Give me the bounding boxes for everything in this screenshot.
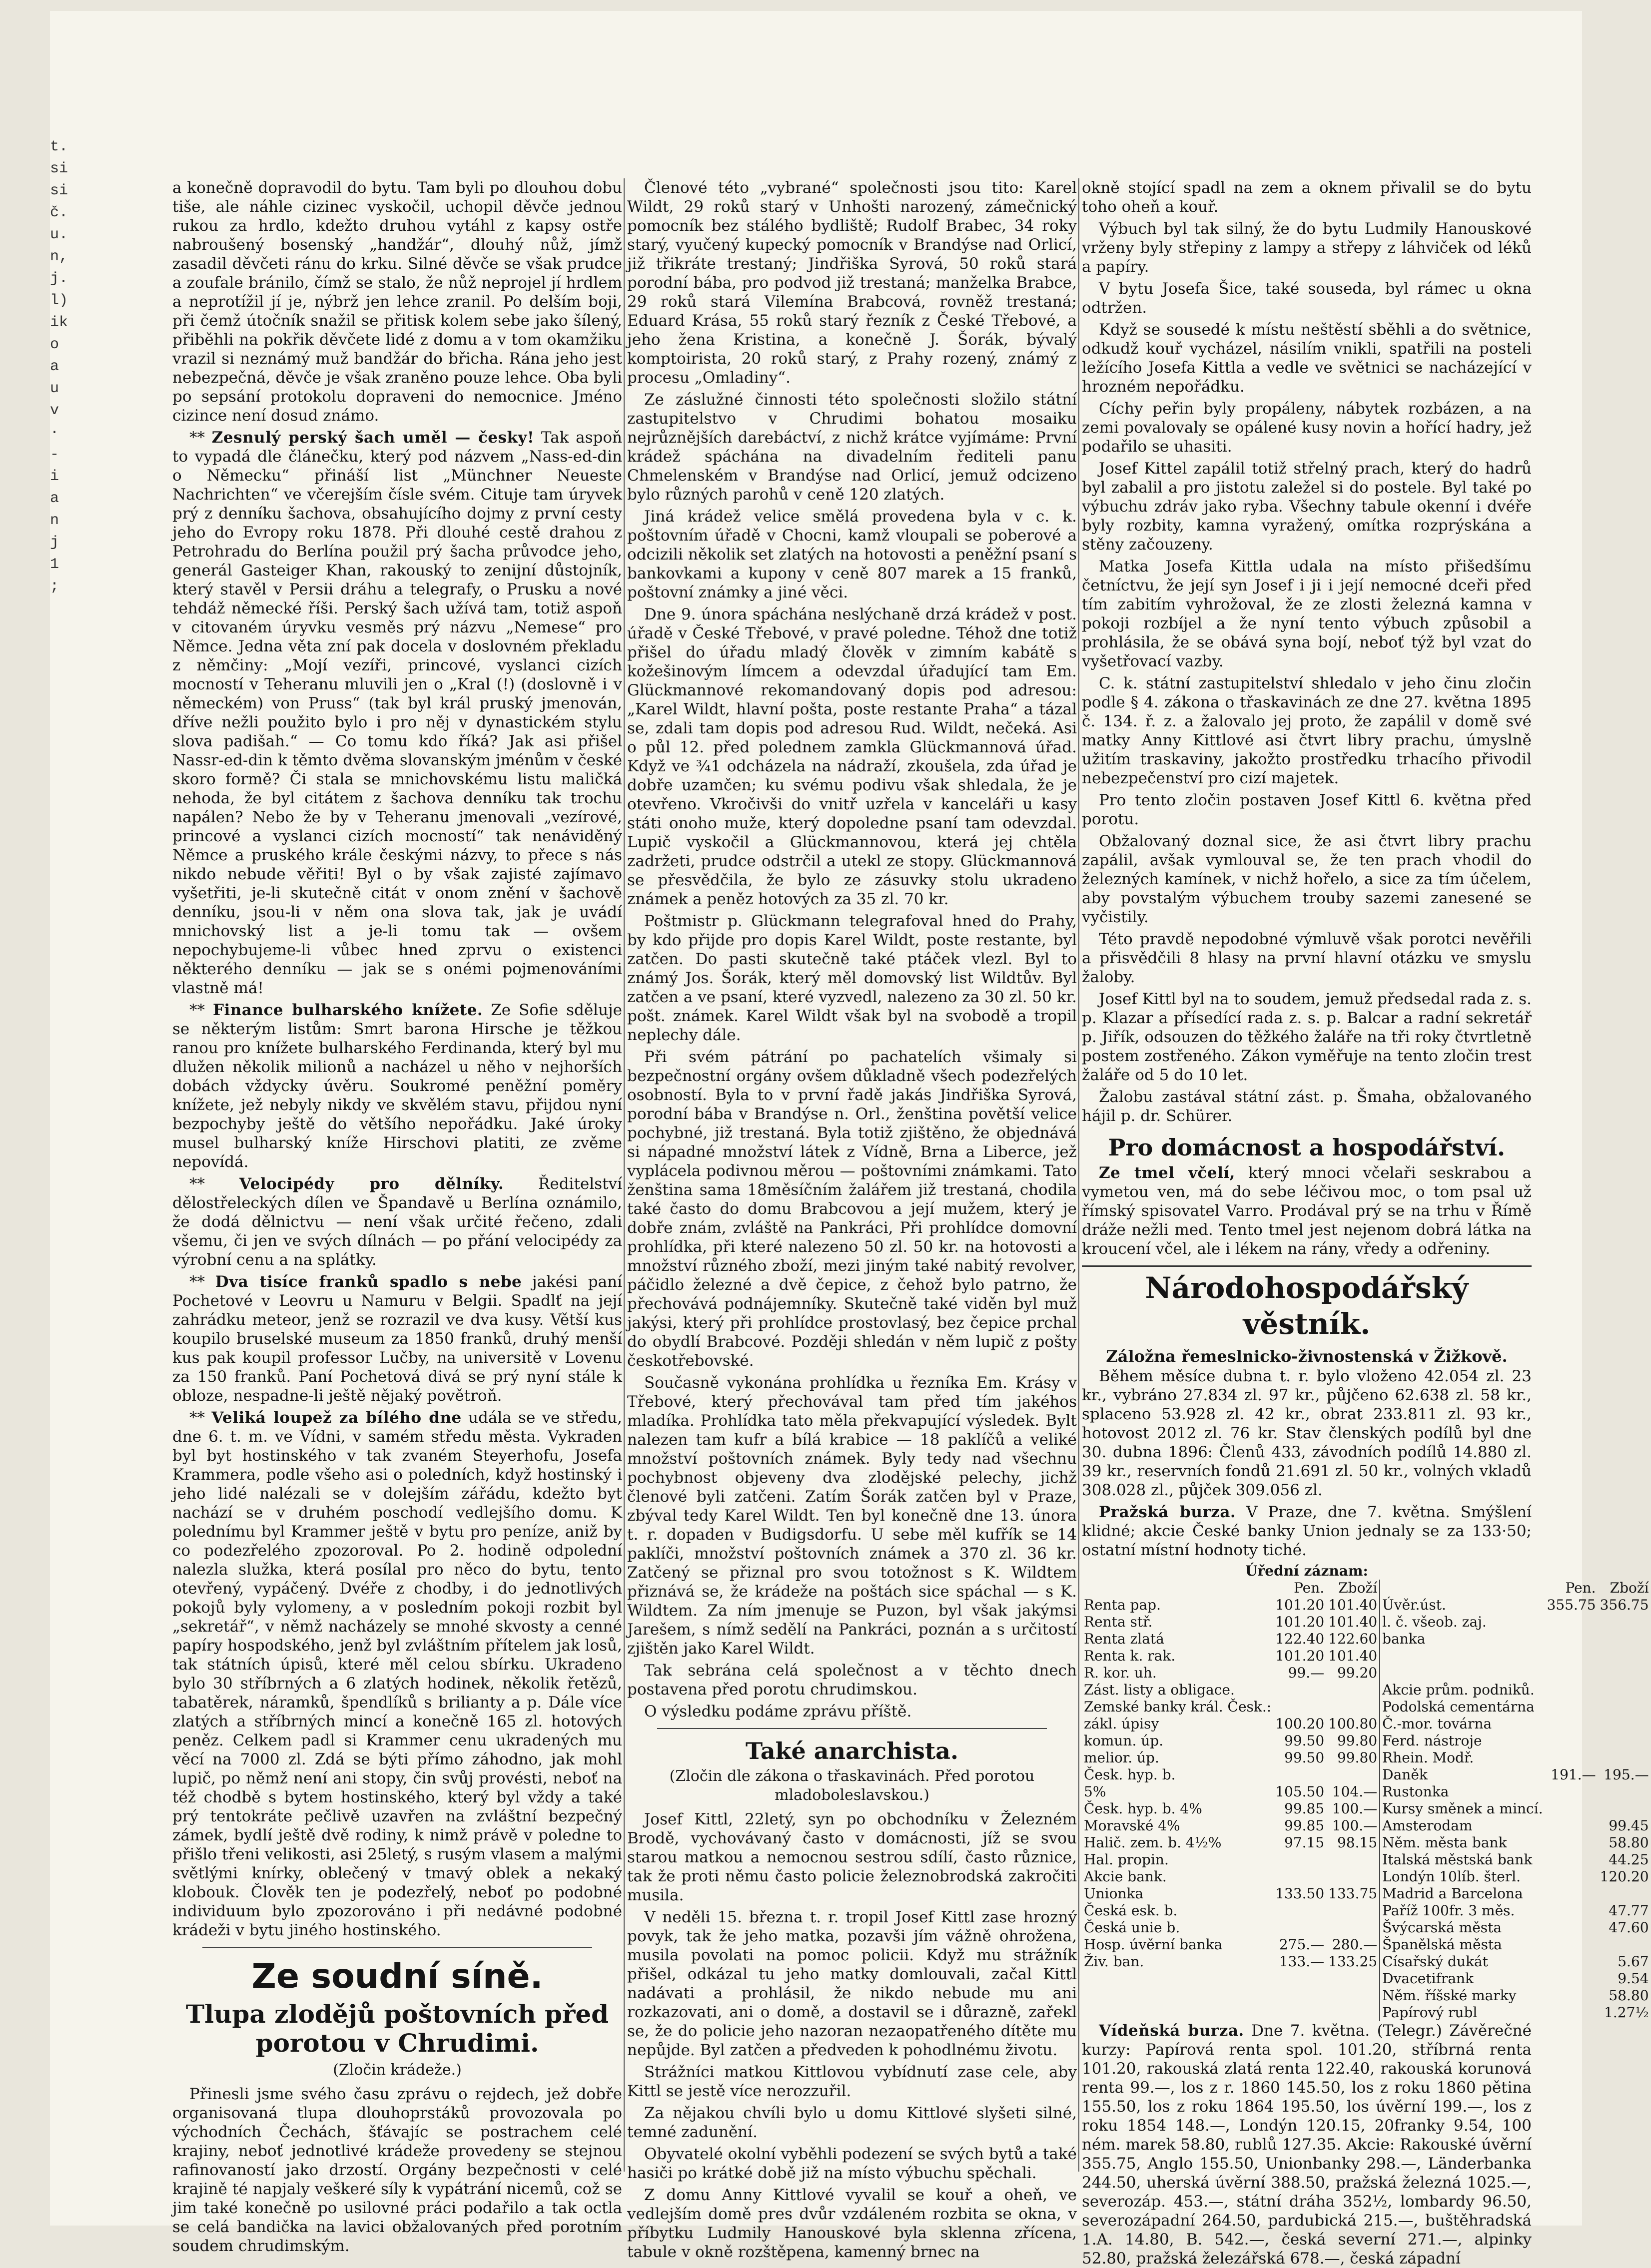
- table-cell: [1545, 1851, 1598, 1868]
- section-title-economy: Národohospodářský věstník.: [1082, 1265, 1532, 1342]
- table-cell: Renta k. rak.: [1084, 1648, 1176, 1664]
- table-cell: Londýn 10líb. šterl.: [1380, 1868, 1545, 1885]
- table-cell: 280.—: [1332, 1936, 1378, 1953]
- table-cell: 122.60: [1328, 1631, 1378, 1647]
- table-cell: Živ. ban.: [1084, 1953, 1144, 1970]
- table-row: [1082, 1597, 1651, 1614]
- table-cell: [1545, 1682, 1598, 1699]
- paragraph: Během měsíce dubna t. r. bylo vloženo 42.054 zl. 23 kr., vybráno 27.834 zl. 97 kr., půjčeno 62.638 zl. 58 kr., splaceno 53.928 zl. 42 kr., obrat 233.811 zl. 93 kr., hotovost 2012 zl. 76 kr. Stav členských podílů byl dne 30. dubna 1896: Členů 433, závodních podílů 14.880 zl. 39 kr., reservních fondů 21.691 zl. 50 kr., volných vkladů 308.028 zl., půjček 309.056 zl.: [1082, 1367, 1532, 1499]
- table-cell: Císařský dukát: [1380, 1953, 1545, 1970]
- news-lead: Pražská burza.: [1099, 1503, 1236, 1521]
- table-cell: [1326, 1902, 1380, 1919]
- news-text: jakési paní Pochetové v Leovru u Namuru v Belgii. Spadlť na její zahrádku meteor, jenž se rozrazil ve dva kusy. Větší kus koupilo bruselské museum za 1850 franků, druhý menší kus pak koupil professor Lučby, na universitě v Lovenu za 150 franků. Paní Pochetová divá se prý nyní stále k obloze, nespadne-li ještě nějaký povětroň.: [172, 1273, 622, 1405]
- table-cell: [1598, 1648, 1651, 1665]
- table-cell: [1545, 1631, 1598, 1648]
- table-cell: Č.-mor. továrna: [1380, 1715, 1545, 1732]
- table-cell: 99.80: [1337, 1749, 1378, 1766]
- table-cell: [1545, 1732, 1598, 1749]
- table-row: [1082, 1614, 1651, 1631]
- table-cell: [1380, 1648, 1545, 1665]
- table-cell: Rustonka: [1380, 1783, 1545, 1800]
- table-cell: R. kor. uh.: [1084, 1665, 1157, 1681]
- table-cell: Česk. hyp. b. 4%: [1084, 1800, 1202, 1817]
- table-cell: Renta zlatá: [1084, 1631, 1164, 1647]
- table-cell: 101.20: [1275, 1648, 1325, 1664]
- column-3: [1082, 178, 1649, 2268]
- table-cell: [1545, 1834, 1598, 1851]
- table-cell: [1598, 1715, 1651, 1732]
- table-row: [1082, 1834, 1651, 1851]
- table-cell: [1326, 1868, 1380, 1885]
- table-cell: Ferd. nástroje: [1380, 1732, 1545, 1749]
- paragraph: ** Zesnulý perský šach uměl — česky! Tak aspoň to vypadá dle článečku, který pod názvem „Nass-ed-din o Německu“ přináší list „Münchner Neueste Nachrichten“ ve včerejším čísle svém. Cituje tam úryvek prý z denníku šachova, obsahujícího dojmy z první cesty jeho do Evropy roku 1878. Při dlouhé cestě drahou z Petrohradu do Berlína použil prý šacha průvodce jeho, generál Gasteiger Khan, rakouský to zenijní důstojník, který stavěl v Persii dráhu a telegrafy, o Prusku a nové tehdáž německé říši. Perský šach užívá tam, totiž aspoň v citovaném úryvku vesměs prý názvu „Nemese“ pro Němce. Jedna věta zní pak docela v doslovném překladu z němčiny: „Mojí vezíři, princové, vyslanci cizích mocností v Teheranu mluvili jen o „Kral (!) (doslovně i v německém) von Pruss“ (tak byl král pruský jmenován, dříve nežli použito bylo i pro něj v dynastickém stylu slova padišah.“ — Co tomu kdo říká? Jak asi přišel Nassr-ed-din k těmto dvěma slovanským jménům v české skoro formě? Či stala se mnichovskému listu maličká nehoda, že byl citátem z šachova denníku tak trochu napálen? Nebo že by v Teheranu jmenovali „vezírové, princové a vyslanci cizích mocností“ tak nenáviděný Němce a pruského krále českými názvy, to přece s nás nikdo nebude věřiti! Byl o by však zajisté zajímavo vyšetřiti, je-li skutečně citát v onom znění v šachově denníku, jsou-li v něm ona slova tak, jak je uvádí mnichovský list a je-li tomu tak — ovšem nepochybujeme-li vůbec hned zprvu o existenci některého denníku — jak se s onémi pojmenováními vlastně má!: [172, 429, 622, 997]
- table-cell: [1598, 1885, 1651, 1902]
- table-cell: [1545, 1987, 1598, 2004]
- table-header-row: [1082, 1580, 1651, 1597]
- table-cell: Papírový rubl: [1380, 2004, 1545, 2021]
- table-cell: [1545, 1665, 1598, 1682]
- table-cell: [1326, 1987, 1380, 2004]
- market-table-title: Úřední záznam:: [1245, 1563, 1368, 1579]
- paragraph: ** Dva tisíce franků spadlo s nebe jakési paní Pochetové v Leovru u Namuru v Belgii. Spadlť na její zahrádku meteor, jenž se rozrazil ve dva kusy. Větší kus koupilo bruselské museum za 1850 franků, druhý menší kus pak koupil professor Lučby, na universitě v Lovenu za 150 franků. Paní Pochetová divá se prý nyní stále k obloze, nespadne-li ještě nějaký povětroň.: [172, 1273, 622, 1405]
- table-cell: 275.—: [1279, 1936, 1325, 1953]
- article-headline: Záložna řemeslnicko-živnostenská v Žižkově.: [1106, 1347, 1508, 1366]
- table-cell: Rhein. Modř.: [1380, 1749, 1545, 1766]
- table-cell: 104.—: [1332, 1783, 1378, 1800]
- table-cell: 99.80: [1337, 1732, 1378, 1749]
- table-cell: 100.80: [1328, 1715, 1378, 1732]
- table-cell: 100.20: [1275, 1715, 1325, 1732]
- table-cell: Španělská města: [1380, 1936, 1545, 1953]
- paragraph: Když se sousedé k místu neštěstí sběhli a do světnice, odkudž kouř vycházel, násilím vnikli, spatřili na posteli ležícího Josefa Kittla a vedle ve světnici se nacházející v hrozném nepořádku.: [1082, 321, 1532, 396]
- table-cell: [1326, 1970, 1380, 1987]
- table-cell: 101.20: [1275, 1614, 1325, 1630]
- bid-header: Pen.: [1294, 1580, 1325, 1596]
- table-row: [1082, 1682, 1651, 1699]
- paragraph: Členové této „vybrané“ společnosti jsou tito: Karel Wildt, 29 roků starý v Unhošti narozený, zámečnický pomocník bez stálého bydliště; Rudolf Brabec, 34 roky starý, vyučený kupecký pomocník v Brandýse nad Orlicí, již třikráte trestaný; Jindřiška Syrová, 50 roků stará porodní bába, pro podvod již trestaná; manželka Brabce, 29 roků stará Vilemína Brabcová, rovněž trestaná; Eduard Krása, 55 roků starý řezník z České Třebové, a jeho žena Kristina, a konečně J. Šorák, bývalý komptoirista, 20 roků starý, z Prahy rozený, známý z procesu „Omladiny“.: [627, 179, 1077, 387]
- table-row: [1082, 1953, 1651, 1970]
- table-cell: [1598, 1614, 1651, 1631]
- paragraph: [1082, 1503, 1532, 1560]
- table-cell: [1273, 1699, 1326, 1715]
- table-cell: [1273, 1987, 1326, 2004]
- ask-header: Zboží: [1338, 1580, 1378, 1596]
- table-row: [1082, 1817, 1651, 1834]
- paragraph: ** Veliká loupež za bílého dne udála se ve středu, dne 6. t. m. ve Vídni, v samém středu města. Vykraden byl byt hostinského v tak zvaném Steyerhofu, Josefa Krammera, podle všeho asi o poledních, když hostinský i jeho lidé nalézali se v dolejším zářádu, kdežto byt nachází se v druhém poschodí vedlejšího domu. K polednímu byl Krammer ještě v bytu pro peníze, aniž by co podezřelého zpozoroval. Po 2. hodině odpolední nalezla služka, která posílal pro něco do bytu, tento otevřený, vypáčený. Dvéře z chodby, i do jednotlivých pokojů byly vylomeny, a v posledním pokoji rozbit byl „sekretář“, v němž nacházely se mnohé skvosty a cenné papíry hospodského, jenž byl zvláštním přítelem jak losů, tak státních úpisů, které měl celou sbírku. Ukradeno bylo 30 stříbrných a 6 zlatých hodinek, několik řetězů, tabatěrek, náramků, špendlíků s brilianty a p. Dále více zlatých a stříbrných mincí a konečně 165 zl. hotových peněz. Celkem padl si Krammer cenu ukradených mu věcí na 7000 zl. Zdá se býti přímo záhodno, jak mohl lupič, po němž není ani stopy, čin svůj provésti, neboť na též chodbě s bytem hostinského, který byl vždy a také prý tentokráte pečlivě uzavřen na zvláštní bezpečný zámek, bydlí ještě dvě rodiny, k nimž právě v poledne to přišlo třeni velikosti, asi 25letý, s rusým vlasem a malými světlými knírky, oblečený v tmavý oblek a nekaký klobouk. Člověk ten je podezřelý, neboť po podobné individuum bylo zpozorováno i při nedávné podobné krádeži v bytu jiného hostinského.: [172, 1409, 623, 1939]
- table-cell: 100.—: [1332, 1817, 1378, 1834]
- table-cell: [1082, 2004, 1273, 2021]
- paragraph: Josef Kittl, 22letý, syn po obchodníku v Železném Brodě, vychovávaný často v domácnosti, jíž se svou starou matkou a nemocnou sestrou sdílí, často různice, tak že proti němu často policie železnobrodská zakročiti musila.: [627, 1810, 1077, 1904]
- paragraph: [1082, 1163, 1532, 1258]
- table-cell: [1273, 1766, 1326, 1783]
- table-cell: 99.85: [1284, 1817, 1325, 1834]
- paragraph: Pro tento zločin postaven Josef Kittl 6. května před porotu.: [1082, 791, 1532, 828]
- table-cell: [1326, 1699, 1380, 1715]
- table-cell: [1273, 1970, 1326, 1987]
- table-cell: 105.50: [1275, 1783, 1325, 1800]
- column-rule: [1078, 178, 1079, 2172]
- paragraph: Obyvatelé okolní vyběhli podezení se svých bytů a také hasiči po krátké době již na místo výbuchu spěchali.: [627, 2145, 1077, 2182]
- table-cell: [1273, 1902, 1326, 1919]
- paragraph: Obžalovaný doznal sice, že asi čtvrt libry prachu zapálil, avšak vymlouval se, že ten prach vhodil do železných kamínek, v nichž hořelo, a sice za tím účelem, aby povstalým výbuchem trouby sazemi zanesené se vyčistily.: [1082, 832, 1532, 926]
- paragraph: [1082, 2021, 1532, 2268]
- table-cell: 191.—: [1551, 1766, 1596, 1783]
- table-row: [1082, 1665, 1651, 1682]
- table-cell: Dvacetifrank: [1380, 1970, 1545, 1987]
- paragraph: Dne 9. února spáchána neslýchaně drzá krádež v post. úřadě v České Třebové, v pravé poledne. Téhož dne totiž přišel do úřadu mladý člověk v zimním kabátě s kožešinovým límcem a odevzdal úřadující tam Em. Glückmannové rekomandovaný dopis pod adresou: „Karel Wildt, hlavní pošta, poste restante Praha“ a tázal se, zdali tam dopis pod adresou Rud. Wildt, nečeká. Asi o půl 12. před polednem zamkla Glückmannová úřad. Když ve ¾1 odcházela na nádraží, zkoušela, zda úřad je dobře uzamčen; ku svému podivu však shledala, že je otevřeno. Vkročivši do vnitř uzřela v kanceláři u kasy státi onoho muže, který dopoledne psaní tam odevzdal. Lupič vyskočil a Glückmannovou, která jej chtěla zadržeti, prudce odstrčil a utekl ze stopy. Glückmannová se přesvědčila, že bylo ze zásuvky stolu ukradeno známek a peněz hotových za 35 zl. 70 kr.: [627, 605, 1077, 908]
- table-cell: [1598, 1749, 1651, 1766]
- table-cell: [1326, 1851, 1380, 1868]
- table-row: [1082, 2004, 1651, 2021]
- table-cell: Podolská cementárna: [1380, 1699, 1545, 1715]
- table-cell: [1545, 1800, 1598, 1817]
- table-cell: 44.25: [1609, 1851, 1649, 1868]
- table-row: [1082, 1648, 1651, 1665]
- table-row: [1082, 1936, 1651, 1953]
- table-cell: 195.—: [1604, 1766, 1649, 1783]
- table-cell: 98.15: [1337, 1834, 1378, 1851]
- article-subheadline: (Zločin krádeže.): [333, 2061, 462, 2079]
- news-lead: Zesnulý perský šach uměl — česky!: [211, 429, 535, 447]
- table-cell: zákl. úpisy: [1084, 1715, 1159, 1732]
- article-headline: Také anarchista.: [746, 1737, 958, 1764]
- table-cell: [1545, 2004, 1598, 2021]
- article-headline: Tlupa zlodějů poštovních před porotou v Chrudimi.: [185, 1999, 609, 2058]
- table-cell: Renta stř.: [1084, 1614, 1153, 1630]
- table-cell: [1380, 1665, 1545, 1682]
- table-row: [1082, 1749, 1651, 1766]
- table-row: [1082, 1732, 1651, 1749]
- table-cell: 356.75: [1600, 1597, 1649, 1613]
- table-cell: 99.50: [1284, 1749, 1325, 1766]
- table-cell: 99.20: [1337, 1665, 1378, 1681]
- table-cell: 58.80: [1609, 1834, 1649, 1851]
- section-title-court: Ze soudní síně.: [251, 1957, 543, 1996]
- table-cell: [1598, 1800, 1651, 1817]
- table-cell: [1326, 1682, 1380, 1699]
- table-cell: Hosp. úvěrní banka: [1084, 1936, 1223, 1953]
- paragraph: V neděli 15. března t. r. tropil Josef Kittl zase hrozný povyk, tak že jeho matka, pozavši jím vážně ohrožena, musila povolati na pomoc policii. Když mu strážník přišel, odkázal tu jeho matky domlouvali, začal Kittl nadávati a prohlásil, že nikdo nebude mu ani rozkazovati, ani o domě, a dostavil se i důrazně, zařekl se, že do policie jeho nazoran nezaopatřeného dítěte mu nepůjde. Byl zatčen a předveden k pohodlnému životu.: [627, 1908, 1077, 2059]
- paragraph: Josef Kittel zapálil totiž střelný prach, který do hadrů byl zabalil a pro jistotu zaležel si do postele. Byl také po výbuchu zdráv jako ryba. Všechny tabule okenní i dvéře byly rozbity, kamna vyražený, omítka rozprýskána a stěny začouzeny.: [1082, 460, 1532, 554]
- table-cell: 99.85: [1284, 1800, 1325, 1817]
- table-cell: Něm. říšské marky: [1380, 1987, 1545, 2004]
- news-text: Dne 7. května. (Telegr.) Závěrečné kurzy: Papírová renta spol. 101.20, stříbrná renta 101.20, rakouská zlatá renta 122.40, rakouská korunová renta 99.—, los z r. 1860 145.50, los z roku 1860 pětina 155.50, los z roku 1864 195.50, los úvěrní 199.—, los z roku 1854 148.—, Londýn 120.15, 20franky 9.54, 100 ném. marek 58.80, rublů 127.35. Akcie: Rakouské úvěrní 355.75, Anglo 155.50, Unionbanky 298.—, Länderbanka 244.50, uherská úvěrní 388.50, pražská železná 1025.—, severozáp. 453.—, státní dráha 352½, lombardy 96.50, severozápadní 264.50, pardubická 215.—, buštěhradská 1.A. 14.80, B. 542.—, česká severní 271.—, alpinky 52.80, pražská železářská 678.—, česká západní: [1082, 2022, 1532, 2268]
- news-lead: Velocipédy pro dělníky.: [239, 1175, 504, 1193]
- table-cell: [1598, 1936, 1651, 1953]
- table-cell: 101.40: [1328, 1614, 1378, 1630]
- paragraph: okně stojící spadl na zem a oknem přivalil se do bytu toho oheň a kouř.: [1082, 179, 1532, 216]
- table-cell: [1545, 1953, 1598, 1970]
- news-text: Ředitelství dělostřeleckých dílen ve Špandavě u Berlína oznámilo, že dodá dělnictvu — není však určité řečeno, zdali všemu, či jen ve svých dílnách — po přání velocipédy za výrobní cenu a na splátky.: [172, 1175, 622, 1269]
- table-cell: komun. úp.: [1084, 1732, 1164, 1749]
- table-cell: [1545, 1648, 1598, 1665]
- table-cell: Akcie bank.: [1084, 1868, 1167, 1885]
- table-row: [1082, 1631, 1651, 1648]
- paragraph: Z domu Anny Kittlové vyvalil se kouř a oheň, ve vedlejším domě pres dvůr vzdáleném rozbita se okna, v příbytku Ludmily Hanouskové byla sklenna zřícena, tabule v okně rozštěpena, kamenný brnec na: [627, 2186, 1077, 2261]
- paragraph: Cíchy peřin byly propáleny, nábytek rozbázen, a na zemi povalovaly se opálené kusy novin a hořící hadry, jež podařilo se uhasiti.: [1082, 400, 1532, 456]
- table-cell: Úvěr.úst.: [1380, 1597, 1545, 1614]
- table-cell: [1545, 1970, 1598, 1987]
- table-cell: [1545, 1715, 1598, 1732]
- table-cell: 101.20: [1275, 1597, 1325, 1613]
- table-cell: [1598, 1783, 1651, 1800]
- table-row: [1082, 1766, 1651, 1783]
- table-cell: Amsterodam: [1380, 1817, 1545, 1834]
- table-cell: 47.60: [1609, 1919, 1649, 1936]
- news-lead: Vídeňská burza.: [1099, 2022, 1244, 2040]
- bid-header: Pen.: [1565, 1580, 1596, 1596]
- market-table: [1082, 1563, 1649, 2021]
- table-cell: [1598, 1682, 1651, 1699]
- table-cell: 100.—: [1332, 1800, 1378, 1817]
- table-cell: [1598, 1665, 1651, 1682]
- paragraph: V bytu Josefa Šice, také souseda, byl rámec u okna odtržen.: [1082, 280, 1532, 317]
- table-row: [1082, 1699, 1651, 1715]
- paragraph: ** Velocipédy pro dělníky. Ředitelství dělostřeleckých dílen ve Špandavě u Berlína oznámilo, že dodá dělnictvu — není však určité řečeno, zdali všemu, či jen ve svých dílnách — po přání velocipédy za výrobní cenu a na splátky.: [172, 1175, 622, 1269]
- paragraph: C. k. státní zastupitelství shledalo v jeho činu zločin podle § 4. zákona o třaskavinách ze dne 27. května 1895 č. 134. ř. z. a žalovalo jej proto, že zapálil v domě své matky Anny Kittlové asi čtvrt libry prachu, úmyslně užitím traskaviny, jakožto prostředku trhacího přivodil nebezpečenství pro cizí majetek.: [1082, 674, 1532, 787]
- table-cell: banka: [1380, 1631, 1545, 1648]
- table-cell: [1598, 1631, 1651, 1648]
- table-cell: Unionka: [1084, 1885, 1144, 1902]
- table-cell: 1.27½: [1604, 2004, 1649, 2021]
- table-cell: [1082, 1987, 1273, 2004]
- news-lead: Dva tisíce franků spadlo s nebe: [215, 1273, 522, 1291]
- table-cell: Česká unie b.: [1084, 1919, 1180, 1936]
- paragraph: Jiná krádež velice smělá provedena byla v c. k. poštovním úřadě v Chocni, kamž vloupali se poberové a odcizili několik set zlatých na hotovosti a peněžní psaní s bankovkami a kupony v ceně 807 marek a 15 franků, poštovní známky a jiné věci.: [627, 508, 1077, 601]
- paragraph: Žalobu zastával státní zást. p. Šmaha, obžalovaného hájil p. dr. Schürer.: [1082, 1088, 1532, 1125]
- column-rule: [624, 178, 625, 2172]
- table-cell: Madrid a Barcelona: [1380, 1885, 1545, 1902]
- article-subheadline: (Zločin dle zákona o třaskavinách. Před porotou mladoboleslavskou.): [669, 1767, 1035, 1804]
- table-cell: [1326, 1766, 1380, 1783]
- table-cell: 101.40: [1328, 1648, 1378, 1664]
- table-cell: 133.25: [1328, 1953, 1378, 1970]
- table-cell: [1273, 1682, 1326, 1699]
- table-cell: 99.45: [1609, 1817, 1649, 1834]
- table-cell: [1545, 1699, 1598, 1715]
- table-cell: Paříž 100fr. 3 měs.: [1380, 1902, 1545, 1919]
- table-cell: [1326, 2004, 1380, 2021]
- table-row: [1082, 1868, 1651, 1885]
- table-row: [1082, 1970, 1651, 1987]
- table-cell: 133.75: [1328, 1885, 1378, 1902]
- news-lead: Ze tmel včelí,: [1099, 1164, 1235, 1182]
- table-cell: Halič. zem. b. 4½%: [1084, 1834, 1222, 1851]
- table-cell: [1082, 1970, 1273, 1987]
- paragraph: ** Finance bulharského knížete. Ze Sofie sděluje se některým listům: Smrt barona Hirsche je těžkou ranou pro knížete bulharského Ferdinanda, který byl mu dlužen několik milionů a nacházel u něho v nejhorších dobách vždycky úvěru. Soukromé peněžní poměry knížete, jež nebyly nikdy ve skvělém stavu, přijdou nyní bezpochyby ještě do většího nepořádku. Jaké úroky musel bulharský kníže Hirschovi platiti, ze zvěme nepovídá.: [172, 1001, 623, 1171]
- table-cell: Italská městská bank: [1380, 1851, 1545, 1868]
- table-cell: [1545, 1936, 1598, 1953]
- table-cell: [1545, 1902, 1598, 1919]
- table-cell: Česká esk. b.: [1084, 1902, 1178, 1919]
- table-row: [1082, 1885, 1651, 1902]
- newspaper-page: [50, 11, 1649, 2268]
- paragraph: Za nějakou chvíli bylo u domu Kittlové slyšeti silné, temné zadunění.: [627, 2104, 1077, 2141]
- news-text: Tak aspoň to vypadá dle článečku, který pod názvem „Nass-ed-din o Německu“ přináší list „Münchner Neueste Nachrichten“ ve včerejším čísle svém. Cituje tam úryvek prý z denníku šachova, obsahujícího dojmy z první cesty jeho do Evropy roku 1878. Při dlouhé cestě drahou z Petrohradu do Berlína použil prý šacha průvodce jeho, generál Gasteiger Khan, rakouský to zenijní důstojník, který stavěl v Persii dráhu a telegrafy, o Prusku a nové tehdáž německé říši. Perský šach užívá tam, totiž aspoň v citovaném úryvku vesměs prý názvu „Nemese“ pro Němce. Jedna věta zní pak docela v doslovném překladu z němčiny: „Mojí vezíři, princové, vyslanci cizích mocností v Teheranu mluvili jen o „Kral (!) (doslovně i v německém) von Pruss“ (tak byl král pruský jmenován, dříve nežli použito bylo i pro něj v dynastickém stylu slova padišah.“ — Co tomu kdo říká? Jak asi přišel Nassr-ed-din k těmto dvěma slovanským jménům v české skoro formě? Či stala se mnichovskému listu maličká nehoda, že byl citátem z šachova denníku tak trochu napálen? Nebo že by v Teheranu jmenovali „vezírové, princové a vyslanci cizích mocností“ tak nenáviděný Němce a pruského krále českými názvy, to přece s nás nikdo nebude věřiti! Byl o by však zajisté zajímavo vyšetřiti, je-li skutečně citát v onom znění v šachově denníku, jsou-li v něm ona slova tak, jak je uvádí mnichovský list a je-li tomu tak — ovšem nepochybujeme-li vůbec hned zprvu o existenci některého denníku — jak se s onémi pojmenováními vlastně má!: [172, 429, 622, 997]
- table-cell: 133.50: [1275, 1885, 1325, 1902]
- news-text: V Praze, dne 7. května. Smýšlení klidné; akcie České banky Union jednaly se za 133·50; ostatní místní hodnoty tiché.: [1082, 1503, 1532, 1559]
- table-cell: [1545, 1783, 1598, 1800]
- table-cell: 122.40: [1275, 1631, 1325, 1647]
- table-cell: 5%: [1084, 1783, 1106, 1800]
- table-cell: 9.54: [1618, 1970, 1649, 1987]
- table-cell: Akcie prům. podniků.: [1380, 1682, 1545, 1699]
- section-divider: [202, 1947, 592, 1948]
- table-cell: [1545, 1868, 1598, 1885]
- table-row: [1082, 1800, 1651, 1817]
- table-cell: Česk. hyp. b.: [1084, 1766, 1176, 1783]
- table-row: [1082, 1715, 1651, 1732]
- table-cell: [1545, 1885, 1598, 1902]
- table-cell: [1545, 1614, 1598, 1631]
- table-cell: Zást. listy a obligace.: [1084, 1682, 1235, 1698]
- table-cell: 5.67: [1618, 1953, 1649, 1970]
- table-cell: [1545, 1919, 1598, 1936]
- table-cell: 47.77: [1609, 1902, 1649, 1919]
- table-cell: Kursy směnek a mincí.: [1380, 1800, 1545, 1817]
- left-margin-fragments: t. si si č. u. n, j. l) ik o a u v · - i a n j 1 ;: [50, 138, 68, 595]
- table-cell: Zemské banky král. Česk.:: [1084, 1699, 1272, 1715]
- paragraph: Této pravdě nepodobné výmluvě však porotci nevěřili a přisvědčili 8 hlasy na první hlavní otázku ve smyslu žaloby.: [1082, 930, 1532, 986]
- table-cell: [1273, 2004, 1326, 2021]
- paragraph: Strážníci matkou Kittlovou vybídnutí zase cele, aby Kittl se jestě více nerozzuřil.: [627, 2063, 1077, 2100]
- news-lead: Veliká loupež za bílého dne: [211, 1409, 462, 1427]
- table-row: [1082, 1851, 1651, 1868]
- paragraph: Ze záslužné činnosti této společnosti složilo státní zastupitelstvo v Chrudimi bohatou mosaiku nejrůznějších darebáctví, z nichž krátce vyjímáme: První krádež spáchána na divadelním řediteli panu Chmelenském v Brandýse nad Orlicí, jemuž odcizeno bylo různých parohů v ceně 120 zlatých.: [627, 391, 1077, 504]
- paragraph: a konečně dopravodil do bytu. Tam byli po dlouhou dobu tiše, ale náhle cizinec vyskočil, uchopil děvče jednou rukou za hrdlo, kdežto druhou vytáhl z kapsy ostře nabroušený bosenský „handžár“, dlouhý nůž, jímž zasadil děvčeti ránu do krku. Silné děvče se však prudce a zoufale bránilo, čímž se stalo, že nůž neprojel jí hrdlem a neprotížil jí je, nýbrž jen lehce zranil. Po delším boji, při čemž útočník snažil se přitisk kolem sebe jako šílený, přiběhli na pokřik děvčete lidé z domu a v tom okamžiku vrazil si neznámý muž bandžár do břicha. Rána jeho jest nebezpečná, děvče je však zraněno pouze lehce. Oba byli po sepsání protokolu dopraveni do nemocnice. Jméno cizince není dosud známo.: [172, 179, 623, 425]
- news-lead: Finance bulharského knížete.: [213, 1001, 483, 1019]
- table-cell: Moravské 4%: [1084, 1817, 1180, 1834]
- paragraph: Současně vykonána prohlídka u řezníka Em. Krásy v Třebové, který přechovával tam před tím jakéhos mladíka. Prohlídka tato měla překvapující výsledek. Bylt nalezen tam kufr a bílá krabice — 18 paklíčů a veliké množství poštovních známek. Byly tedy nad všechnu pochybnost objeveny dva zlodějské pelechy, jichž členové byli zatčeni. Zatím Šorák zatčen byl v Praze, zbýval tedy Karel Wildt. Ten byl konečně dne 13. února t. r. dopaden v Budigsdorfu. U sebe měl kufřík se 14 paklíči, množství poštovních známek a 370 zl. 36 kr. Zatčený se přiznal pro svou totožnost s K. Wildtem přiznává se, že krádeže na poštách sice spáchal — s K. Wildtem. Za ním jmenuje se Puzon, byl však jakýmsi Jarešem, s nímž sedělí na Pankráci, poznán a s určitostí zjištěn jako Karel Wildt.: [627, 1374, 1077, 1658]
- table-row: [1082, 1987, 1651, 2004]
- table-cell: [1545, 1749, 1598, 1766]
- paragraph: Josef Kittl byl na to soudem, jemuž předsedal rada z. s. p. Klazar a přísedící rada z. s. p. Balcar a radní sekretář p. Jiřík, odsouzen do těžkého žaláře na tři roky čtvrtletně postem zostřeného. Zákon vyměřuje na tento zločin trest žaláře od 5 do 10 let.: [1082, 990, 1532, 1084]
- news-text: Ze Sofie sděluje se některým listům: Smrt barona Hirsche je těžkou ranou pro knížete bulharského Ferdinanda, který byl mu dlužen několik milionů a nacházel u něho v nejhorších dobách vždycky úvěru. Soukromé peněžní poměry knížete, jež nebyly nikdy ve skvělém stavu, přijdou nyní bezpochyby ještě do většího nepořádku. Jaké úroky musel bulharský kníže Hirschovi platiti, ze zvěme nepovídá.: [172, 1001, 623, 1171]
- table-cell: 99.50: [1284, 1732, 1325, 1749]
- table-cell: 120.20: [1600, 1868, 1649, 1885]
- paragraph: Matka Josefa Kittla udala na místo přišedšímu četníctvu, že její syn Josef i ji i její nemocné dceři před tím zabitím vyhrožoval, že ze zlosti železná kamna v pokoji rozbíjel a že nyní tento výbuch způsobil a prohlásila, že se obává syna bojí, neboť týž byl vzat do vyšetřovací vazby.: [1082, 558, 1532, 670]
- table-cell: melior. úp.: [1084, 1749, 1159, 1766]
- table-cell: Švýcarská města: [1380, 1919, 1545, 1936]
- table-cell: [1545, 1817, 1598, 1834]
- table-cell: Daněk: [1380, 1766, 1545, 1783]
- column-1: [172, 178, 623, 2255]
- table-cell: 97.15: [1284, 1834, 1325, 1851]
- news-text: který mnoci včelaři seskrabou a vymetou ven, má do sebe léčivou moc, o tom psal už římský spisovatel Varro. Prodával prý se na trhu v Římě dráže nežli med. Tento tmel jest nejenom dobrá látka na kroucení včel, ale i lékem na rány, vředy a odřeniny.: [1082, 1164, 1532, 1258]
- table-cell: Hal. propin.: [1084, 1851, 1169, 1868]
- paragraph: O výsledku podáme zprávu příště.: [644, 1702, 912, 1720]
- section-divider: [657, 1728, 1047, 1729]
- table-cell: [1273, 1919, 1326, 1936]
- table-cell: 99.—: [1288, 1665, 1325, 1681]
- table-cell: [1598, 1699, 1651, 1715]
- column-2: [627, 178, 1077, 2261]
- table-cell: Renta pap.: [1084, 1597, 1161, 1613]
- table-cell: [1273, 1851, 1326, 1868]
- table-row: [1082, 1902, 1651, 1919]
- table-cell: [1326, 1919, 1380, 1936]
- table-row: [1082, 1919, 1651, 1936]
- paragraph: Při svém pátrání po pachatelích všimaly si bezpečnostní orgány ovšem důkladně všech podezřelých osobností. Byla to v první řadě jakás Jindřiška Syrová, porodní bába v Brandýse n. Orl., ženština povětší velice pochybné, již trestaná. Byla totiž zjištěno, že objednává si nápadné množství látek z Vídně, Brna a Liberce, jež vyplácela podivnou měrou — poštovními známkami. Tato ženština sama 18měsíčním žalářem již trestaná, chodila také často do domu Brabcovou a její mužem, který je dobře znám, zvláště na Pankráci, Při prohlídce domovní prohlídka, při které nalezeno 50 zl. 50 kr. na hotovosti a množství různého zboží, mezi jiným také nabitý revolver, páčidlo železné a dvě čepice, z čehož bylo patrno, že přechovává podnájemníky. Skutečně také viděn byl muž jakýsi, který při prohlídce prostovlasý, bez čepice prchal do obydlí Brabcové. Později shledán v něm lupič z pošty českotřebovské.: [627, 1048, 1077, 1370]
- table-cell: [1598, 1732, 1651, 1749]
- table-cell: 133.—: [1279, 1953, 1325, 1970]
- paragraph: Přinesli jsme svého času zprávu o rejdech, jež dobře organisovaná tlupa dlouhoprstáků provozovala po východních Čechách, šťávajíc se postrachem celé krajiny, neboť jednotlivé krádeže provedeny se stejnou rafinovaností jako drzostí. Orgány bezpečnosti v celé krajině té napjaly veškeré síly k vypátrání nicemů, což se jim také konečně po usilovné práci podařilo a tak octla se celá bandička na lavici obžalovaných před porotním soudem chrudimským.: [172, 2085, 622, 2255]
- ask-header: Zboží: [1610, 1580, 1649, 1596]
- table-row: [1082, 1783, 1651, 1800]
- section-title-home: Pro domácnost a hospodářství.: [1108, 1134, 1506, 1161]
- table-cell: [1273, 1868, 1326, 1885]
- table-cell: l. č. všeob. zaj.: [1380, 1614, 1545, 1631]
- table-cell: Něm. města bank: [1380, 1834, 1545, 1851]
- paragraph: Poštmistr p. Glückmann telegrafoval hned do Prahy, by kdo přijde pro dopis Karel Wildt, poste restante, byl zatčen. Do pasti skutečně také ptáček vlezl. Byl to známý Jos. Šorák, který měl domovský list Wildtův. Byl zatčen a ve psaní, které vyzvedl, nalezeno za 30 zl. 50 kr. pošt. známek. Karel Wildt však byl na svobodě a tropil neplechy dále.: [627, 912, 1077, 1044]
- table-cell: 58.80: [1609, 1987, 1649, 2004]
- table-cell: 355.75: [1547, 1597, 1596, 1613]
- table-cell: 101.40: [1328, 1597, 1378, 1613]
- paragraph: Výbuch byl tak silný, že do bytu Ludmily Hanouskové vrženy byly střepiny z lampy a střepy z láhviček od léků a papíry.: [1082, 220, 1532, 276]
- news-text: udála se ve středu, dne 6. t. m. ve Vídni, v samém středu města. Vykraden byl byt hostinského v tak zvaném Steyerhofu, Josefa Krammera, podle všeho asi o poledních, když hostinský i jeho lidé nalézali se v dolejším zářádu, kdežto byt nachází se v druhém poschodí vedlejšího domu. K polednímu byl Krammer ještě v bytu pro peníze, aniž by co podezřelého zpozoroval. Po 2. hodině odpolední nalezla služka, která posílal pro něco do bytu, tento otevřený, vypáčený. Dvéře z chodby, i do jednotlivých pokojů byly vylomeny, a v posledním pokoji rozbit byl „sekretář“, v němž nacházely se mnohé skvosty a cenné papíry hospodského, jenž byl zvláštním přítelem jak losů, tak státních úpisů, které měl celou sbírku. Ukradeno bylo 30 stříbrných a 6 zlatých hodinek, několik řetězů, tabatěrek, náramků, špendlíků s brilianty a p. Dále více zlatých a stříbrných mincí a konečně 165 zl. hotových peněz. Celkem padl si Krammer cenu ukradených mu věcí na 7000 zl. Zdá se býti přímo záhodno, jak mohl lupič, po němž není ani stopy, čin svůj provésti, neboť na též chodbě s bytem hostinského, který byl vždy a také prý tentokráte pečlivě uzavřen na zvláštní bezpečný zámek, bydlí ještě dvě rodiny, k nimž právě v poledne to přišlo třeni velikosti, asi 25letý, s rusým vlasem a malými světlými knírky, oblečený v tmavý oblek a nekaký klobouk. Člověk ten je podezřelý, neboť po podobné individuum bylo zpozorováno i při nedávné podobné krádeži v bytu jiného hostinského.: [172, 1409, 623, 1939]
- paragraph: Tak sebrána celá společnost a v těchto dnech postavena před porotu chrudimskou.: [627, 1662, 1077, 1699]
